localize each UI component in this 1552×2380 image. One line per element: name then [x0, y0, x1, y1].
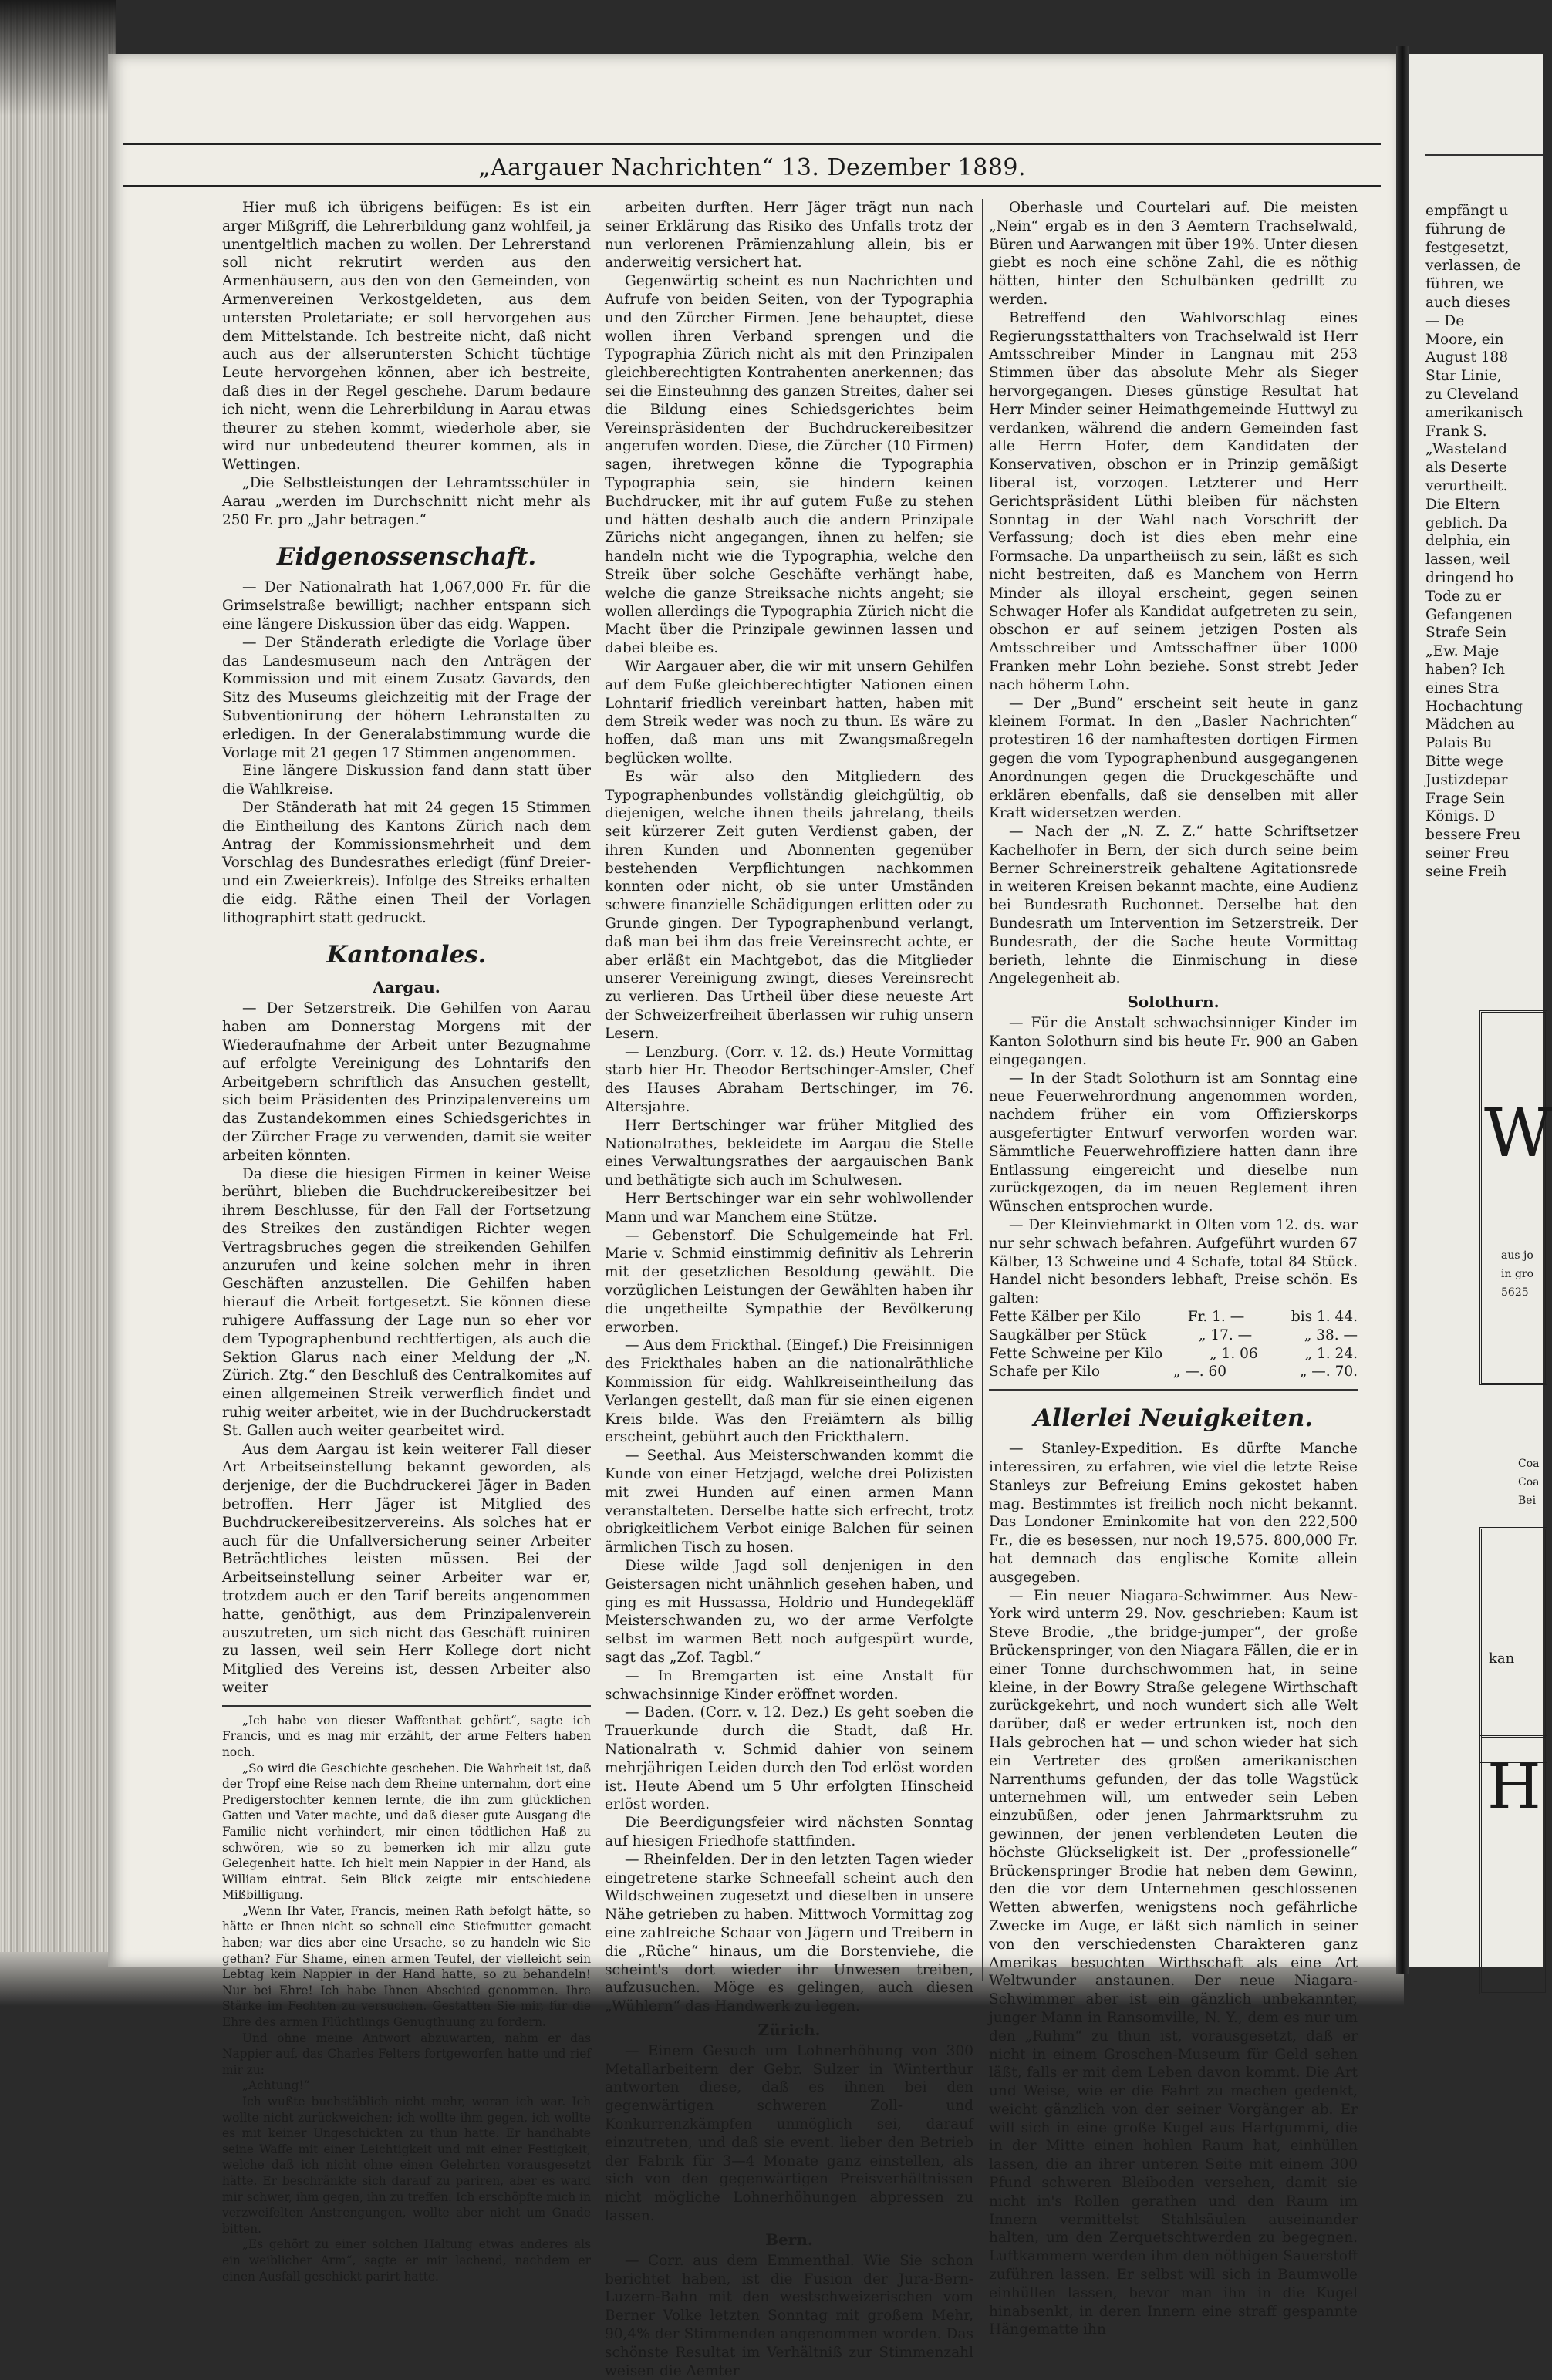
facing-line: Bitte wege — [1425, 753, 1503, 770]
column-rule — [982, 199, 983, 1981]
facing-line: „Ew. Maje — [1425, 643, 1500, 660]
facing-line: eines Stra — [1425, 679, 1500, 696]
facing-line: bessere Freu — [1425, 827, 1520, 844]
article-solothurn — [989, 1014, 1358, 1308]
column-3 — [989, 199, 1358, 2338]
paragraph: — Der Setzerstreik. Die Gehilfen von Aarau haben am Donnerstag Morgens mit der Wiederaufnahme der Arbeit unter Bezugnahme auf erfolgte Vereinigung des Lohntarifs den Arbeitgebern schriftlich das Ansuchen gestellt, sich beim Präsidenten des Prinzipalenvereins um das Zustandekommen eines Schiedsgerichtes in der Zürcher Frage zu verwenden, damit sie weiter arbeiten könnten. — [222, 1000, 591, 1164]
price-row — [989, 1308, 1358, 1327]
paragraph: — Baden. (Corr. v. 12. Dez.) Es geht soeben die Trauerkunde durch die Stadt, daß Hr. Nationalrath v. Schmid dahier von seinem mehrjährigen Leiden durch den Tod erlöst worden ist. Heute Abend um 5 Uhr erfolgten Hinscheid erlöst worden. — [605, 1704, 973, 1813]
article-aargau-continued — [605, 199, 973, 2016]
facing-line: führung de — [1425, 221, 1506, 238]
paragraph: Da diese die hiesigen Firmen in keiner Weise berührt, blieben die Buchdruckereibesitzer bei ihrem Beschlusse, für den Fall der Fortsetzung des Streikes den zuständigen Richter wegen Vertragsbruches gegen die streikenden Gehilfen anzurufen und keine solchen mehr in ihren Geschäften anzustellen. Die Gehilfen haben hierauf die Arbeit fortgesetzt. Sie können diese ruhigere Auffassung der Lage nun so eher vor dem Typographenbund rechtfertigen, als auch die Sektion Glarus nach einer Meldung der „N. Zürich. Ztg.“ den Beschluß des Centralkomites auf einen allgemeinen Streik verwerflich findet und ruhig weiter arbeitet, wie in der Buchdruckerstadt St. Gallen auch weiter gearbeitet wird. — [222, 1165, 591, 1439]
article-allerlei — [989, 1440, 1358, 2339]
paragraph: Aus dem Aargau ist kein weiterer Fall dieser Art Arbeitseinstellung bekannt geworden, als derjenige, der die Buchdruckerei Jäger in Baden betroffen. Herr Jäger ist Mitglied des Buchdruckereibesitzervereins. Als solches hat er auch für die Unfallversicherung seiner Arbeiter Beträchtliches leisten müssen. Bei der Arbeitseinstellung seiner Arbeiter war er, trotzdem auch er den Tarif bereits angenommen hatte, genöthigt, aus dem Prinzipalenverein auszutreten, um sich nicht das Geschäft ruiniren zu lassen, weil sein Herr Kollege dort nicht Mitglied des Vereins ist, dessen Arbeiter also weiter — [222, 1441, 591, 1696]
facing-line: empfängt u — [1425, 203, 1509, 219]
facing-page-text — [1425, 202, 1541, 881]
paragraph: — Aus dem Frickthal. (Eingef.) Die Freisinnigen des Frickthales haben an die nationalräthliche Kommission für eidg. Wahlkreiseintheilung das Verlangen gestellt, daß man für sie einen eigenen Kreis bilde. Was den Freiämtern als billig erscheint, gebührt auch den Frickthalern. — [605, 1337, 973, 1446]
facing-line: delphia, ein — [1425, 533, 1510, 550]
paragraph: arbeiten durften. Herr Jäger trägt nun nach seiner Erklärung das Risiko des Unfalls trotz der nun verlorenen Prämienzahlung allein, bis er anderweitig versichert hat. — [605, 200, 973, 271]
article-eidgenossenschaft — [222, 578, 591, 927]
facing-line: Die Eltern — [1425, 496, 1500, 513]
ad-line: aus jo — [1501, 1249, 1533, 1262]
paragraph: „Es gehört zu einer solchen Haltung etwas anderes als ein weiblicher Arm“, sagte er mir lachend, nachdem er einen Ausfall geschickt parirt hatte. — [222, 2237, 591, 2284]
article-bern-continued — [989, 199, 1358, 988]
paragraph: Wir Aargauer aber, die wir mit unsern Gehilfen auf dem Fuße gleichberechtigter Nationen einen Lohntarif friedlich vereinbart hatten, haben mit dem Streik weder was noch zu thun. Es wäre zu hoffen, daß man uns mit Zwangsmaßregeln beglücken wollte. — [605, 658, 973, 767]
price-from: „ —. 60 — [1172, 1364, 1227, 1380]
facing-line: geblich. Da — [1425, 514, 1508, 531]
paragraph: — Der „Bund“ erscheint seit heute in ganz kleinem Format. In den „Basler Nachrichten“ protestiren 16 der namhaftesten dortigen Firmen gegen die vom Typographenbund ausgegangenen Anordnungen gegen die Druckgeschäfte und erklären ebenfalls, daß sie denselben mit aller Kraft widersetzen werden. — [989, 695, 1358, 822]
facing-line: Tode zu er — [1425, 588, 1502, 605]
section-heading-eidgenossenschaft: Eidgenossenschaft. — [276, 543, 537, 571]
paragraph: — Einem Gesuch um Lohnerhöhung von 300 Metallarbeitern der Gebr. Sulzer in Winterthur antworten diese, daß es ihnen bei den gegenwärtigen schweren Zoll- und Konkurrenzkämpfen unmöglich sei, darauf einzutreten, und daß sie event. lieber den Betrieb der Fabrik für 3—4 Monate ganz einstellen, als sich von den gegenwärtigen Preisverhältnissen nicht mögliche Lohnerhöhungen abpressen zu lassen. — [605, 2042, 973, 2225]
subheading-solothurn: Solothurn. — [1127, 993, 1220, 1012]
article-lehrerbildung — [222, 199, 591, 529]
paragraph: — Für die Anstalt schwachsinniger Kinder im Kanton Solothurn sind bis heute Fr. 900 an Gaben eingegangen. — [989, 1015, 1358, 1068]
facing-line: Königs. D — [1425, 808, 1496, 825]
facing-line: dringend ho — [1425, 569, 1513, 586]
header-rule-top — [123, 143, 1381, 145]
paragraph: — Ein neuer Niagara-Schwimmer. Aus New-York wird unterm 29. Nov. geschrieben: Kaum ist Steve Brodie, „the bridge-jumper“, der große Brückenspringer, von den Niagara Fällen, die er in einer Tonne durchschwommen hat, in seine kleine, in der Bowry Straße gelegene Wirthschaft zurückgekehrt, und noch wundert sich alle Welt darüber, daß er weder ertrunken ist, noch den Hals gebrochen hat — und schon wieder hat sich ein Vertreter des großen amerikanischen Narrenthums gefunden, der das tolle Wagstück unternehmen will, um entweder sein Leben einzubüßen, oder jenen Jahrmarktsruhm zu gewinnen, der jenen verblendeten Leuten die höchste Glückseligkeit ist. Der „professionelle“ Brückenspringer Brodie hat neben dem Gewinn, den die vor dem Unternehmen geschlossenen Wetten abwerfen, wenigstens noch gefährliche Zwecke im Auge, er läßt sich nämlich in seiner von den verschiedensten Charakteren ganz Amerikas besuchten Wirthschaft als eine Art Weltwunder anstaunen. Der neue Niagara-Schwimmer aber ist ein gänzlich unbekannter, junger Mann in Ransomville, N. Y., dem es nur um den „Ruhm“ zu thun ist, vorausgesetzt, daß er nicht in einem Groschen-Museum für Geld sehen läßt, falls er mit dem Leben davon kommt. Die Art und Weise, wie er die Fahrt zu machen gedenkt, weicht gänzlich von der seiner Vorgänger ab. Er will sich in eine große Kugel aus Hartgummi, die in der Mitte einen hohlen Raum hat, einhüllen lassen, die an ihrer unteren Seite mit einem 300 Pfund schweren Bleiboden versehen, damit sie nicht in's Rollen gerathen und den Raum im Innern vermittelst Stahlsäulen auseinander halten, um den Zerquetschtwerden zu begegnen. Luftkammern werden ihm den nöthigen Sauerstoff zuführen lassen. Er selbst will sich in Baumwolle einhüllen lassen, bevor man ihn in die Kugel hinabsenkt, in deren Innern eine straff gespannte Hängematte ihn — [989, 1587, 1358, 2338]
paragraph: Es wär also den Mitgliedern des Typographenbundes vollständig gleichgültig, ob diejenigen, welche ihnen theils jahrelang, theils seit kürzerer Zeit guten Verdienst gaben, der ihren Kunden und Abonnenten gegenüber bestehenden Verpflichtungen nachkommen konnten oder nicht, ob sie unter Umständen schwere finanzielle Schädigungen erlitten oder zu Grunde gingen. Der Typographenbund verlangt, daß man bei ihm das freie Vereinsrecht achte, er aber erläßt ein Machtgebot, das die Mitglieder unserer Vereinigung zwingt, dieses Vereinsrecht zu verlieren. Das Urtheil über diese neueste Art der Schweizerfreiheit überlassen wir ruhig unsern Lesern. — [605, 768, 973, 1042]
paragraph: — Corr. aus dem Emmenthal. Wie Sie schon berichtet haben, ist die Fusion der Jura-Bern-Luzern-Bahn mit den westschweizerischen vom Berner Volke letzten Sonntag mit großem Mehr, 90,4% der Stimmenden angenommen worden. Das schönste Resultat im Verhältniß zur Stimmenzahl weisen die Aemter — [605, 2252, 973, 2379]
advertisement-box-2 — [1479, 1527, 1547, 1763]
facing-line: seine Freih — [1425, 863, 1507, 880]
price-label: Saugkälber per Stück — [989, 1327, 1147, 1343]
subheading-bern: Bern. — [765, 2230, 813, 2249]
paragraph: Die Beerdigungsfeier wird nächsten Sonntag auf hiesigen Friedhofe stattfinden. — [605, 1815, 973, 1849]
paragraph: Der Ständerath hat mit 24 gegen 15 Stimmen die Eintheilung des Kantons Zürich nach dem Antrag der Kommissionsmehrheit und dem Vorschlag des Bundesrathes erledigt (fünf Dreier- und ein Zweierkreis). Infolge des Streiks erhalten die eidg. Räthe einen Theil der Vorlagen lithographirt statt gedruckt. — [222, 799, 591, 926]
price-from: Fr. 1. — — [1187, 1309, 1245, 1326]
facing-line: amerikanisch — [1425, 404, 1523, 421]
price-label: Fette Schweine per Kilo — [989, 1345, 1163, 1362]
article-aargau — [222, 1000, 591, 1697]
price-to: „ 1. 24. — [1304, 1345, 1358, 1362]
facing-line: festgesetzt, — [1425, 239, 1510, 256]
price-to: bis 1. 44. — [1291, 1309, 1358, 1326]
column-1 — [222, 199, 591, 2284]
facing-line: Palais Bu — [1425, 735, 1493, 752]
ad-line: Coa — [1518, 1458, 1540, 1470]
paragraph: Betreffend den Wahlvorschlag eines Regierungsstatthalters von Trachselwald ist Herr Amtsschreiber Minder in Langnau mit 253 Stimmen über das absolute Mehr als Sieger hervorgegangen. Dieses günstige Resultat hat Herr Minder seiner Heimathgemeinde Huttwyl zu verdanken, während die andern Gemeinden fast alle Herrn Hofer, dem Kandidaten der Konservativen, obschon er in Prinzip gemäßigt liberal ist, vorzogen. Letzterer und Herr Gerichtspräsident Lüthi bleiben für nächsten Sonntag in der Wahl nach Vorschrift der Verfassung; doch ist dies eben mehr eine Formsache. Da unpartheiisch zu sein, läßt es sich nicht bestreiten, daß es Manchem von Herrn Minder als illoyal erscheint, gegen seinen Schwager Hofer als Kandidat aufgetreten zu sein, obschon er auf seinem jetzigen Posten als Amtsschreiber und Amtsschaffner über 1000 Franken mehr Lohn beziehe. Sonst strebt Jeder nach höherm Lohn. — [989, 309, 1358, 693]
paragraph: „So wird die Geschichte geschehen. Die Wahrheit ist, daß der Tropf eine Reise nach dem Rheine unternahm, dort eine Predigerstochter kennen lernte, die ihn zum glücklichen Gatten und Vater machte, und daß dieser gute Ausgang die Familie nicht verhindert, mir einen tödtlichen Haß zu schwören, wie so zu bemerken ich mir allzu gute Gelegenheit hatte. Ich hielt mein Nappier in der Hand, als William eintrat. Sein Blick zeigte mir entschiedene Mißbilligung. — [222, 1761, 591, 1903]
facing-line: Gefangenen — [1425, 606, 1513, 623]
paragraph: — Rheinfelden. Der in den letzten Tagen wieder eingetretene starke Schneefall scheint auch den Wildschweinen zugesetzt und dieselben in unsere Nähe getrieben zu haben. Mittwoch Vormittag zog eine zahlreiche Schaar von Jägern und Treibern in die „Rüche“ hinaus, um die Borstenviehe, die scheint's dort wieder ihr Unwesen treiben, aufzusuchen. Möge es gelingen, auch diesen „Wühlern“ das Handwerk zu legen. — [605, 1851, 973, 2015]
advertisement-initial: W — [1484, 1095, 1552, 1172]
paragraph: „Wenn Ihr Vater, Francis, meinen Rath befolgt hätte, so hätte er Ihnen nicht so schnell eine Stiefmutter gemacht haben; war dies aber eine Ursache, so zu handeln wie Sie gethan? Für Shame, einen armen Teufel, der vielleicht sein Lebtag kein Nappier in der Hand hatte, so zu behandeln! Nur bei Ehre! Ich habe Ihnen Abschied genommen. Ihre Stärke im Fechten zu versuchen. Gestatten Sie mir, für die Ehre des armen Flüchtlings Genugthuung zu fordern. — [222, 1903, 591, 2030]
paragraph: „Ich habe von dieser Waffenthat gehört“, sagte ich Francis, und es mag mir erzählt, der arme Felters haben noch. — [222, 1713, 591, 1759]
advertisement-initial-2: H — [1487, 1751, 1541, 1822]
paragraph: — Seethal. Aus Meisterschwanden kommt die Kunde von einer Hetzjagd, welche drei Polizisten mit zwei Hunden auf einen armen Mann veranstalteten. Derselbe hatte sich erfrecht, trotz obrigkeitlichem Verbot einige Balchen für seinen ärmlichen Tisch zu hosen. — [605, 1448, 973, 1556]
facing-line: seiner Freu — [1425, 844, 1510, 861]
subheading-aargau: Aargau. — [373, 978, 440, 997]
price-to: „ —. 70. — [1299, 1364, 1358, 1380]
paragraph: Hier muß ich übrigens beifügen: Es ist ein arger Mißgriff, die Lehrerbildung ganz wohlfeil, ja unentgeltlich machen zu wollen. Der Lehrerstand soll nicht rekrutirt werden aus den Armenhäusern, aus den von den Gemeinden, von Armenvereinen Verkostgeldeten, aus dem untersten Proletariate; er soll hervorgehen aus dem Mittelstande. Ich bestreite nicht, daß nicht auch aus der allseruntersten Schicht tüchtige Leute hervorgehen können, aber ich bestreite, daß dies in der Regel geschehe. Darum bedaure ich nicht, wenn die Lehrerbildung in Aarau etwas theurer zu stehen kommt, wiederhole aber, sie wird nur unbedeutend theurer kommen, als in Wettingen. — [222, 200, 591, 474]
facing-line: Frage Sein — [1425, 790, 1505, 807]
paragraph: Gegenwärtig scheint es nun Nachrichten und Aufrufe von beiden Seiten, von der Typographia und den Zürcher Firmen. Jene behauptet, diese wollen ihren Verband sprengen und die Typographia Zürich nicht als mit den Prinzipalen gleichberechtigten Kontrahenten anerkennen; das sei die Einsteuhnng des ganzen Streites, daher sei die Bildung eines Schiedsgerichtes beim Vereinspräsidenten der Buchdruckereibesitzer angerufen worden. Diese, die Zürcher (10 Firmen) sagen, ihretwegen könne die Typographia Typographia sein, sie hindern keinen Buchdrucker, mit ihr auf gutem Fuße zu stehen und hätten deshalb auch die andern Prinzipale Zürichs nicht angegangen, ihnen zu helfen; sie handeln nicht wie die Typographia, welche den Streik über solche Geschäfte verhängt habe, welche die ganze Streiksache nichts angeht; sie wollen allerdings die Typographia Zürich nicht die Macht über die Prinzipale gewinnen lassen und dabei bleibe es. — [605, 273, 973, 657]
paragraph: Eine längere Diskussion fand dann statt über die Wahlkreise. — [222, 763, 591, 798]
facing-line: verurtheilt. — [1425, 477, 1508, 494]
feuilleton-divider — [222, 1705, 591, 1707]
price-from: „ 17. — — [1198, 1327, 1253, 1343]
facing-line: — De — [1425, 312, 1465, 329]
paragraph: Und ohne meine Antwort abzuwarten, nahm er das Nappier auf, das Charles Felters fortgeworfen hatte und rief mir zu: — [222, 2031, 591, 2077]
facing-line: Justizdepar — [1425, 771, 1508, 788]
facing-line: auch dieses — [1425, 294, 1510, 311]
feuilleton-story — [222, 1713, 591, 2284]
header-rule-bottom — [123, 185, 1381, 187]
book-gutter — [1396, 46, 1409, 1974]
paragraph: — In Bremgarten ist eine Anstalt für schwachsinnige Kinder eröffnet worden. — [605, 1667, 973, 1703]
facing-line: Moore, ein — [1425, 331, 1504, 348]
facing-line: Star Linie, — [1425, 368, 1502, 385]
price-row — [989, 1363, 1358, 1381]
price-row — [989, 1327, 1358, 1345]
paragraph: — Der Nationalrath hat 1,067,000 Fr. für die Grimselstraße bewilligt; nachher entspann sich eine längere Diskussion über das eidg. Wappen. — [222, 579, 591, 632]
price-label: Fette Kälber per Kilo — [989, 1309, 1142, 1326]
advertisement-fragment: kan — [1489, 1650, 1515, 1667]
paragraph: Diese wilde Jagd soll denjenigen in den Geistersagen nicht unähnlich gesehen haben, und ging es mit Hussassa, Holdrio und Hundegekläff Meisterschwanden zu, wo der arme Verfolgte selbst im warmen Bett noch aufgespürt wurde, sagt das „Zof. Tagbl.“ — [605, 1557, 973, 1666]
article-bern — [605, 2252, 973, 2380]
section-heading-kantonales: Kantonales. — [326, 941, 487, 969]
price-table — [989, 1308, 1358, 1381]
paragraph: — Gebenstorf. Die Schulgemeinde hat Frl. Marie v. Schmid einstimmig definitiv als Lehrerin mit der gesetzlichen Besoldung gewählt. Die vorzüglichen Leistungen der Gewählten haben ihr die ungetheilte Sympathie der Bevölkerung erworben. — [605, 1227, 973, 1336]
ad-line: in gro — [1501, 1268, 1534, 1280]
paragraph: Ich wußte buchstäblich nicht mehr, woran ich war. Ich wollte nicht zurückweichen; ich wollte ihm gegen, ich wollte es mit keiner Ungeschickten zu thun hatte. Er handhabte seine Waffe mit einer Leichtigkeit und mit einer Festigkeit, welche daß ich nicht ohne einen Gelehrten vorausgesetzt hätte. Er beschränkte sich darauf zu pariren, aber es ward mir schwer, ihm gegen, ihn zu treffen. Ich erschöpfte mich in verzweifelten Anstrengungen, wollte aber nicht um Gnade bitten. — [222, 2095, 591, 2236]
facing-line: als Deserte — [1425, 460, 1507, 477]
paragraph: Herr Bertschinger war früher Mitglied des Nationalrathes, bekleidete im Aargau die Stelle eines Verwaltungsrathes der aargauischen Bank und bethätigte sich auch im Schulwesen. — [605, 1117, 973, 1189]
section-heading-allerlei: Allerlei Neuigkeiten. — [1033, 1404, 1314, 1433]
ad-line: Coa — [1518, 1476, 1540, 1488]
book-page-stack — [0, 0, 116, 2006]
paragraph: „Achtung!“ — [242, 2078, 310, 2093]
paragraph: — In der Stadt Solothurn ist am Sonntag eine neue Feuerwehrordnung angenommen worden, nachdem früher ein vom Offizierskorps ausgefertigter Entwurf verworfen worden war. Sämmtliche Feuerwehroffiziere hatten dann ihre Entlassung eingereicht und dieselbe nun zurückgezogen, da im neuen Reglement ihren Wünschen entsprochen wurde. — [989, 1070, 1358, 1215]
facing-header-rule — [1425, 154, 1543, 156]
paragraph: — Der Ständerath erledigte die Vorlage über das Landesmuseum nach den Anträgen der Kommission und mit einem Zusatz Gavards, den Sitz des Museums gleichzeitig mit der Frage der Subventionirung der höhern Lehranstalten zu erledigen. In der Generalabstimmung wurde die Vorlage mit 21 gegen 17 Stimmen angenommen. — [222, 634, 591, 761]
price-row — [989, 1345, 1358, 1364]
paragraph: „Die Selbstleistungen der Lehramtsschüler in Aarau „werden im Durchschnitt nicht mehr als 250 Fr. pro „Jahr betragen.“ — [222, 474, 591, 528]
paragraph: — Der Kleinviehmarkt in Olten vom 12. ds. war nur sehr schwach befahren. Aufgeführt wurden 67 Kälber, 13 Schweine und 4 Schafe, total 84 Stück. Handel nicht besonders lebhaft, Preise schön. Es galten: — [989, 1217, 1358, 1307]
article-zuerich — [605, 2042, 973, 2226]
facing-line: verlassen, de — [1425, 258, 1521, 275]
facing-line: August 188 — [1425, 349, 1509, 366]
facing-line: Mädchen au — [1425, 716, 1515, 733]
advertisement-box — [1479, 1010, 1547, 1385]
facing-line: „Wasteland — [1425, 441, 1507, 458]
facing-line: Frank S. — [1425, 423, 1487, 440]
subheading-zuerich: Zürich. — [757, 2020, 821, 2039]
column-2 — [605, 199, 973, 2379]
price-to: „ 38. — — [1304, 1327, 1358, 1343]
paragraph: — Stanley-Expedition. Es dürfte Manche interessiren, zu erfahren, wie viel die letzte Reise Stanleys zur Befreiung Emins gekostet haben mag. Bestimmtes ist freilich noch nicht bekannt. Das Londoner Eminkomite hat von den 222,500 Fr., die es besessen, nur noch 19,575. 800,000 Fr. hat demnach das englische Komite allein ausgegeben. — [989, 1441, 1358, 1586]
stack-shadow — [0, 0, 116, 116]
ad-line: 5625 — [1501, 1286, 1529, 1299]
paragraph: — Nach der „N. Z. Z.“ hatte Schriftsetzer Kachelhofer in Bern, der sich durch seine beim Berner Schreinerstreik gehaltene Agitationsrede in weiteren Kreisen bekannt machte, eine Audienz bei Bundesrath Ruchonnet. Derselbe hat den Bundesrath um Intervention im Setzerstreik. Der Bundesrath, der die Sache heute Vormittag berieth, lehnte die Einmischung in diese Angelegenheit ab. — [989, 824, 1358, 987]
ad-line: Bei — [1518, 1495, 1537, 1507]
price-label: Schafe per Kilo — [989, 1364, 1100, 1380]
facing-line: Strafe Sein — [1425, 625, 1507, 642]
paragraph: Herr Bertschinger war ein sehr wohlwollender Mann und war Manchem eine Stütze. — [605, 1191, 973, 1225]
page-header-title: „Aargauer Nachrichten“ 13. Dezember 1889. — [477, 154, 1027, 181]
facing-line: zu Cleveland — [1425, 386, 1519, 403]
facing-line: haben? Ich — [1425, 661, 1506, 678]
price-from: „ 1. 06 — [1210, 1345, 1258, 1362]
paragraph: Oberhasle und Courtelari auf. Die meisten „Nein“ ergab es in den 3 Aemtern Trachselwald, Büren und Aarwangen mit über 19%. Unter diesen giebt es noch eine schöne Zahl, die es nöthig hätten, hinter den Schulbänken gedrillt zu werden. — [989, 200, 1358, 308]
facing-line: lassen, weil — [1425, 551, 1510, 568]
facing-line: Hochachtung — [1425, 698, 1523, 715]
paragraph: — Lenzburg. (Corr. v. 12. ds.) Heute Vormittag starb hier Hr. Theodor Bertschinger-Amsler, Chef des Hauses Abraham Bertschinger, im 76. Altersjahre. — [605, 1043, 973, 1116]
facing-line: führen, we — [1425, 276, 1503, 293]
section-divider — [989, 1389, 1358, 1391]
